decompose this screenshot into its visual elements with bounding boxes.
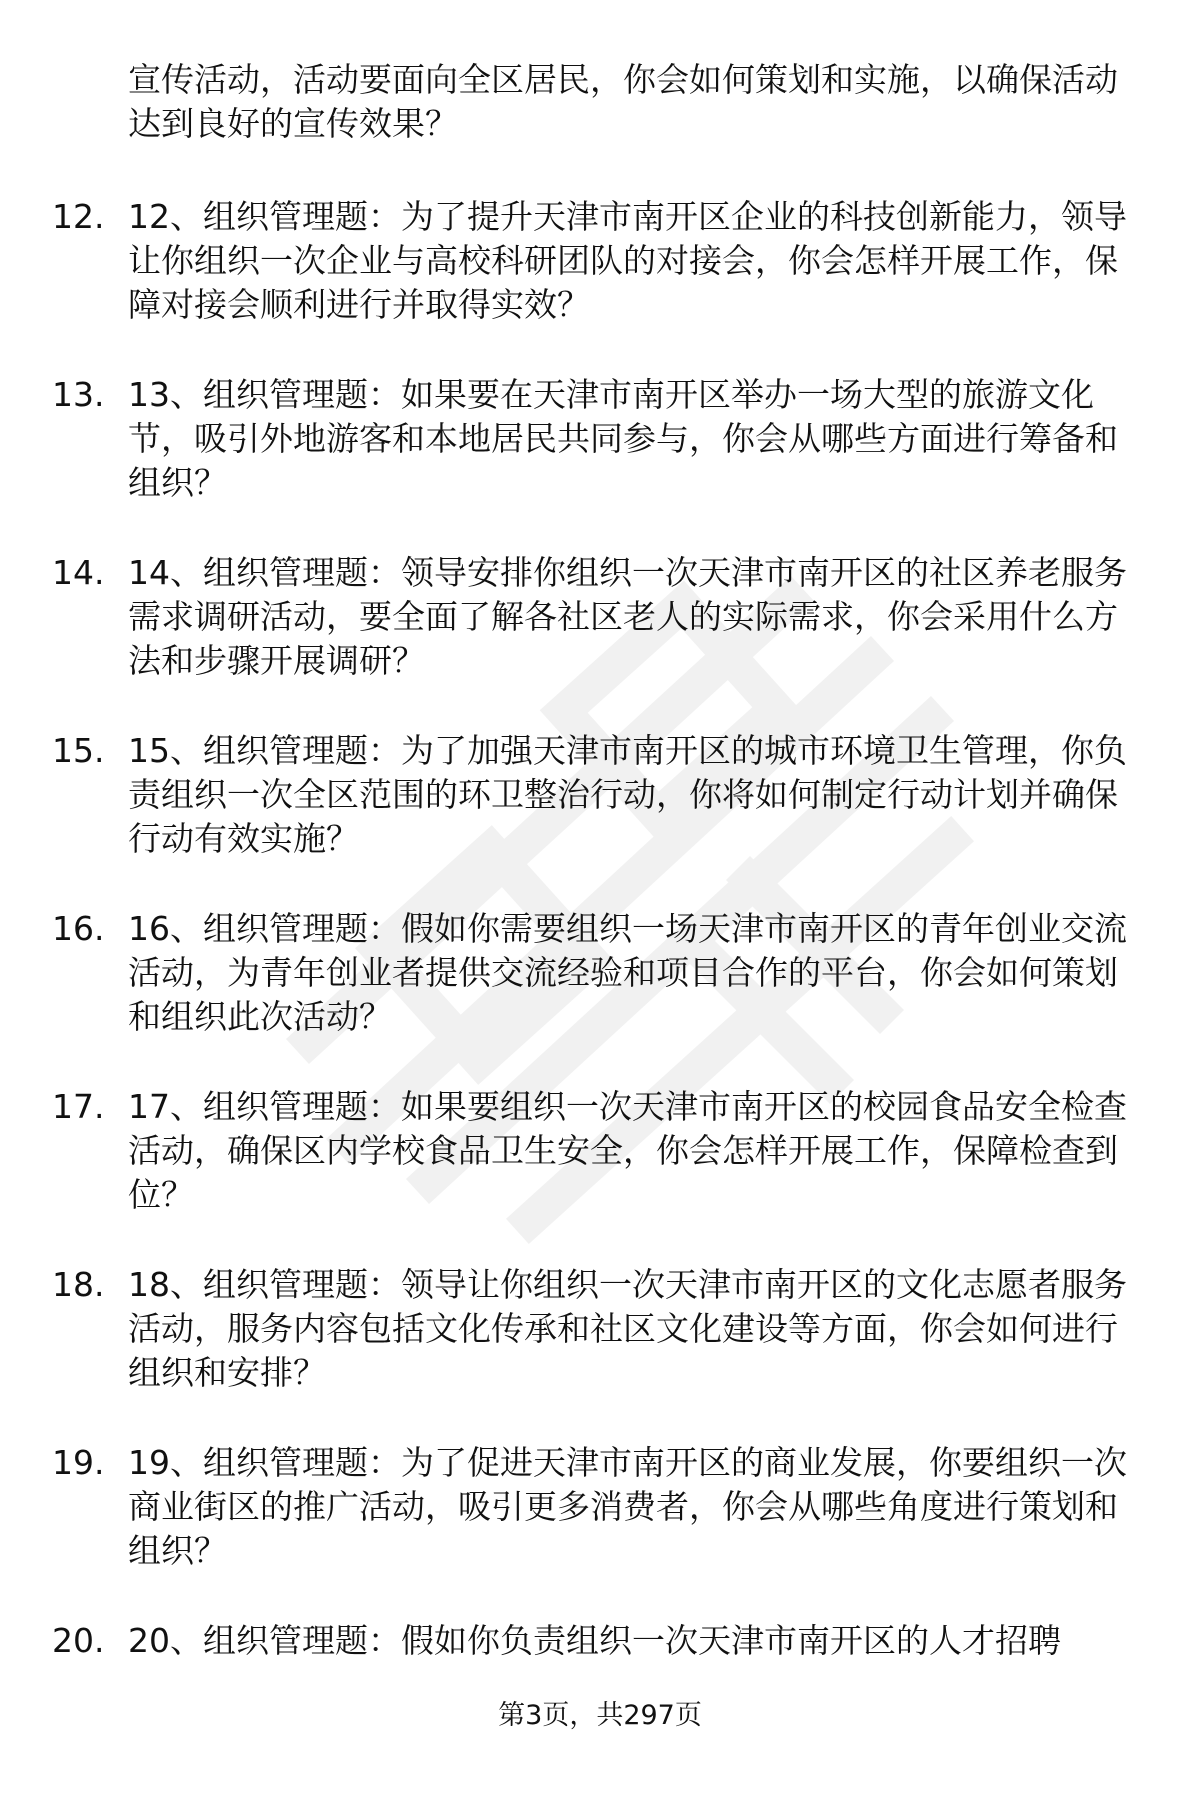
question-text: 17、组织管理题：如果要组织一次天津市南开区的校园食品安全检查活动，确保区内学校食品卫生安全，你会怎样开展工作，保障检查到位？: [128, 1087, 1127, 1214]
question-number: 16.: [52, 909, 105, 948]
question-number: 15.: [52, 731, 105, 770]
question-number: 19.: [52, 1443, 105, 1482]
question-text: 20、组织管理题：假如你负责组织一次天津市南开区的人才招聘: [128, 1621, 1061, 1660]
question-number: 20.: [52, 1621, 105, 1660]
question-number: 14.: [52, 553, 105, 592]
list-item: [0, 373, 1200, 551]
question-number: 17.: [52, 1087, 105, 1126]
list-item: [0, 1441, 1200, 1619]
question-list: [0, 195, 1200, 1797]
page-footer: 第3页，共297页: [498, 1700, 702, 1731]
list-item: [0, 195, 1200, 373]
list-item: [0, 729, 1200, 907]
question-number: 13.: [52, 375, 105, 414]
question-text: 16、组织管理题：假如你需要组织一场天津市南开区的青年创业交流活动，为青年创业者提供交流经验和项目合作的平台，你会如何策划和组织此次活动？: [128, 909, 1127, 1036]
question-text: 12、组织管理题：为了提升天津市南开区企业的科技创新能力，领导让你组织一次企业与高校科研团队的对接会，你会怎样开展工作，保障对接会顺利进行并取得实效？: [128, 197, 1127, 324]
question-number: 12.: [52, 197, 105, 236]
list-item: [0, 907, 1200, 1085]
question-text: 13、组织管理题：如果要在天津市南开区举办一场大型的旅游文化节，吸引外地游客和本地居民共同参与，你会从哪些方面进行筹备和组织？: [128, 375, 1118, 502]
question-text: 15、组织管理题：为了加强天津市南开区的城市环境卫生管理，你负责组织一次全区范围的环卫整治行动，你将如何制定行动计划并确保行动有效实施？: [128, 731, 1127, 858]
question-text: 14、组织管理题：领导安排你组织一次天津市南开区的社区养老服务需求调研活动，要全面了解各社区老人的实际需求，你会采用什么方法和步骤开展调研？: [128, 553, 1127, 680]
list-item: [0, 1085, 1200, 1263]
question-text: 19、组织管理题：为了促进天津市南开区的商业发展，你要组织一次商业街区的推广活动，吸引更多消费者，你会从哪些角度进行策划和组织？: [128, 1443, 1127, 1570]
question-number: 18.: [52, 1265, 105, 1304]
continuation-text: 宣传活动，活动要面向全区居民，你会如何策划和实施，以确保活动达到良好的宣传效果？: [128, 60, 1118, 143]
list-item: [0, 551, 1200, 729]
list-item: [0, 1263, 1200, 1441]
question-text: 18、组织管理题：领导让你组织一次天津市南开区的文化志愿者服务活动，服务内容包括文化传承和社区文化建设等方面，你会如何进行组织和安排？: [128, 1265, 1127, 1392]
